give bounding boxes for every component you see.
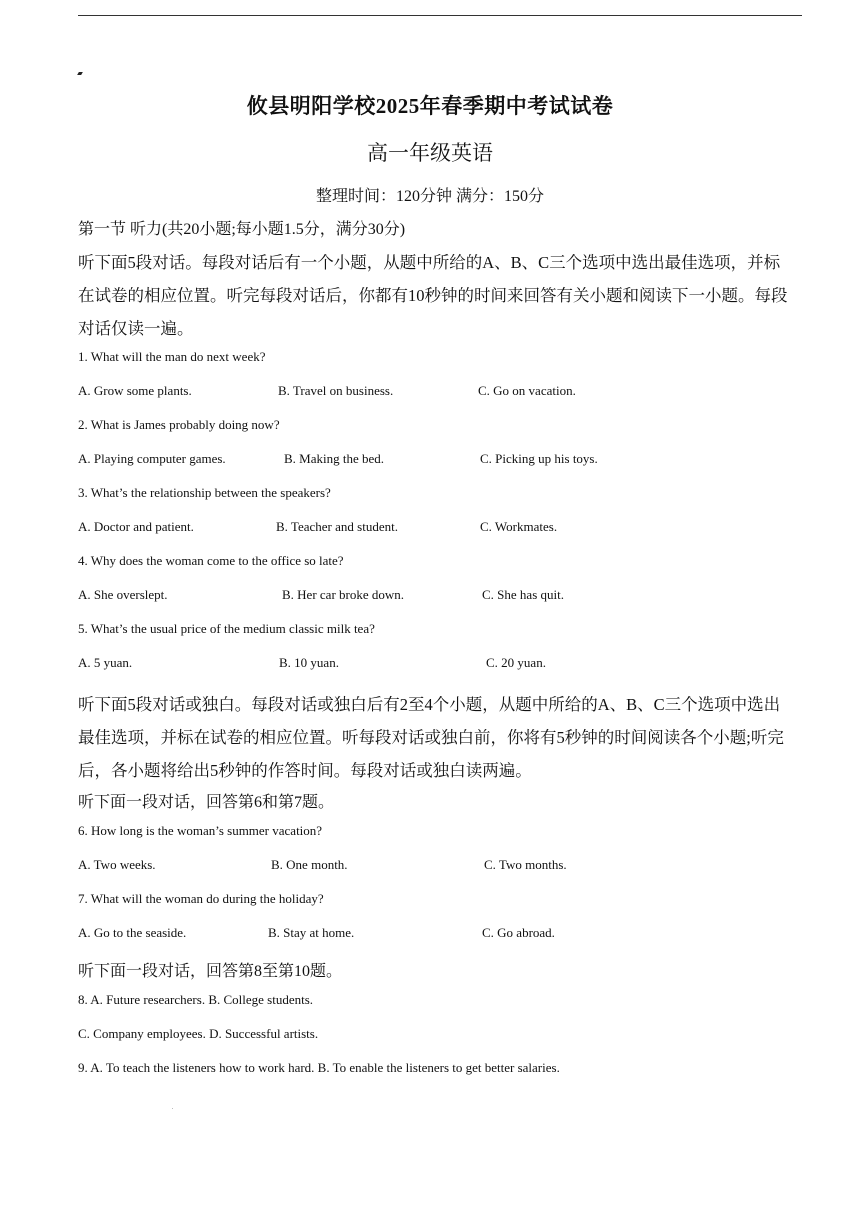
exam-title: 攸县明阳学校2025年春季期中考试试卷 [246,94,614,118]
option-c: C. Go abroad. [482,925,555,940]
option-a: A. Grow some plants. [78,383,192,398]
exam-meta: 整理时间：120分钟 满分：150分 [315,188,544,205]
question-stem: 7. What will the woman do during the holiday? [78,891,324,906]
question-stem: 6. How long is the woman’s summer vacation? [78,823,323,838]
decorative-dot [172,1108,173,1109]
option-c: C. She has quit. [482,587,564,602]
option-a: A. Go to the seaside. [78,925,187,940]
option-b: B. Making the bed. [284,451,385,466]
question-8-line1: 8. A. Future researchers. B. College students. [78,992,314,1007]
option-b: B. 10 yuan. [279,655,339,670]
question-stem: 5. What’s the usual price of the medium classic milk tea? [78,621,375,636]
group-heading-8-10: 听下面一段对话，回答第8至第10题。 [78,963,343,980]
option-c: C. 20 yuan. [486,655,546,670]
question-stem: 3. What’s the relationship between the speakers? [78,485,331,500]
option-a: A. She overslept. [78,587,168,602]
question-8-line2: C. Company employees. D. Successful artists. [78,1026,319,1041]
option-a: A. Doctor and patient. [78,519,194,534]
option-c: C. Picking up his toys. [480,451,598,466]
option-b: B. Travel on business. [278,383,394,398]
top-rule [78,15,802,16]
option-b: B. Teacher and student. [276,519,398,534]
option-a: A. Playing computer games. [78,451,226,466]
option-a: A. 5 yuan. [78,655,133,670]
option-b: B. Her car broke down. [282,587,405,602]
option-a: A. Two weeks. [78,857,156,872]
option-c: C. Two months. [484,857,567,872]
question-stem: 1. What will the man do next week? [78,349,266,364]
decorative-mark [77,72,83,75]
question-stem: 4. Why does the woman come to the office so late? [78,553,344,568]
question-9-line1: 9. A. To teach the listeners how to work hard. B. To enable the listeners to get better salaries. [78,1060,560,1075]
directions-part2: 听下面5段对话或独白。每段对话或独白后有2至4个小题，从题中所给的A、B、C三个选项中选出最佳选项，并标在试卷的相应位置。听每段对话或独白前，你将有5秒钟的时间阅读各个小题;听完后，各小题将给出5秒钟的作答时间。每段对话或独白读两遍。 [78,695,784,780]
group-heading-6-7: 听下面一段对话，回答第6和第7题。 [78,794,335,811]
section-heading: 第一节 听力(共20小题;每小题1.5分，满分30分) [78,221,406,238]
option-c: C. Workmates. [480,519,558,534]
question-stem: 2. What is James probably doing now? [78,417,280,432]
option-b: B. One month. [271,857,348,872]
directions-part1: 听下面5段对话。每段对话后有一个小题，从题中所给的A、B、C三个选项中选出最佳选项，并标在试卷的相应位置。听完每段对话后，你都有10秒钟的时间来回答有关小题和阅读下一小题。每段对话仅读一遍。 [78,253,788,338]
option-b: B. Stay at home. [268,925,355,940]
option-c: C. Go on vacation. [478,383,576,398]
exam-subtitle: 高一年级英语 [367,141,493,165]
